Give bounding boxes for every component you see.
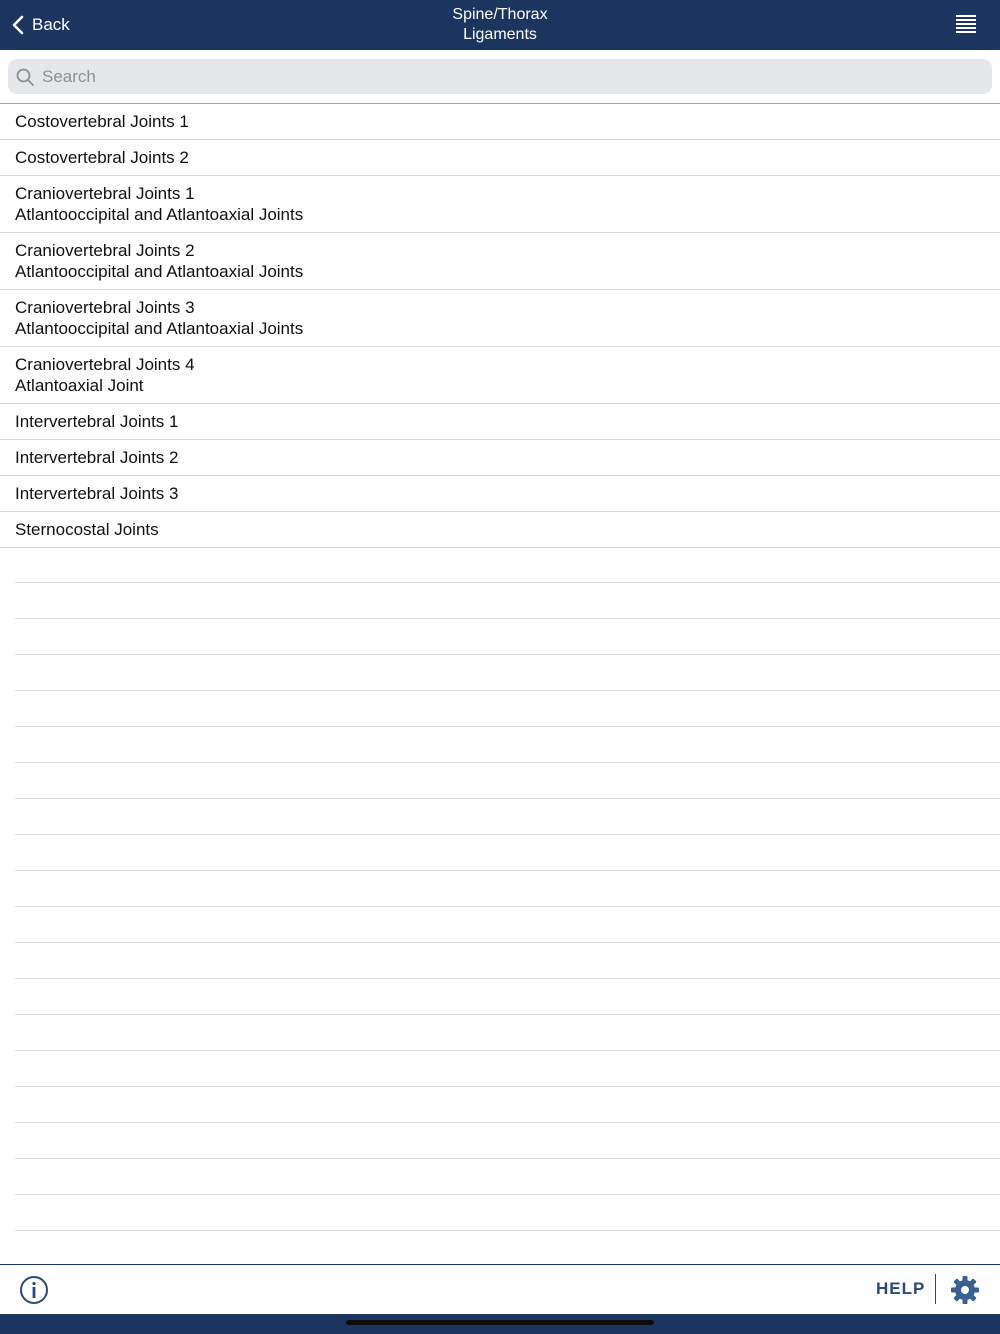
list-item-title: Craniovertebral Joints 2 <box>15 241 195 260</box>
list-icon <box>956 14 976 34</box>
empty-row-separator <box>15 1194 1000 1195</box>
help-button[interactable]: HELP <box>876 1279 926 1298</box>
list-menu-button[interactable] <box>956 14 976 34</box>
list-item[interactable] <box>0 140 1000 176</box>
list-item-title: Intervertebral Joints 3 <box>15 484 179 503</box>
list-item-title: Costovertebral Joints 1 <box>15 112 189 131</box>
list-item[interactable] <box>0 512 1000 548</box>
list-item[interactable] <box>0 176 1000 233</box>
list-item[interactable] <box>0 476 1000 512</box>
home-indicator-area <box>0 1314 1000 1334</box>
empty-row-separator <box>15 1050 1000 1051</box>
empty-row-separator <box>15 798 1000 799</box>
empty-row-separator <box>15 870 1000 871</box>
page-title-line2: Ligaments <box>463 26 537 43</box>
list-item-subtitle: Atlantooccipital and Atlantoaxial Joints <box>15 204 304 224</box>
list-item[interactable] <box>0 290 1000 347</box>
list-item-title: Sternocostal Joints <box>15 520 159 539</box>
list-item-subtitle: Atlantoaxial Joint <box>15 375 144 395</box>
empty-row-separator <box>15 906 1000 907</box>
empty-row-separator <box>15 690 1000 691</box>
list-item[interactable] <box>0 347 1000 404</box>
list-item-title: Craniovertebral Joints 3 <box>15 298 195 317</box>
list-item-title: Craniovertebral Joints 1 <box>15 184 195 203</box>
info-icon <box>19 1275 49 1305</box>
list-item-subtitle: Atlantooccipital and Atlantoaxial Joints <box>15 261 304 281</box>
list-item-subtitle: Atlantooccipital and Atlantoaxial Joints <box>15 318 304 338</box>
empty-row-separator <box>15 1014 1000 1015</box>
empty-row-separator <box>15 1230 1000 1231</box>
home-indicator[interactable] <box>346 1320 654 1325</box>
chevron-left-icon <box>12 15 24 35</box>
empty-rows <box>15 547 1000 1263</box>
info-button[interactable] <box>19 1275 49 1305</box>
settings-button[interactable] <box>950 1275 980 1305</box>
list-item-title: Costovertebral Joints 2 <box>15 148 189 167</box>
empty-row-separator <box>15 978 1000 979</box>
page-title-line1: Spine/Thorax <box>452 6 548 23</box>
empty-row-separator <box>15 834 1000 835</box>
empty-row-separator <box>15 942 1000 943</box>
back-label: Back <box>32 15 70 34</box>
navigation-bar <box>0 0 1000 50</box>
empty-row-separator <box>15 726 1000 727</box>
search-icon <box>16 68 34 86</box>
list-item-title: Intervertebral Joints 2 <box>15 448 179 467</box>
empty-row-separator <box>15 582 1000 583</box>
back-button[interactable] <box>12 10 70 40</box>
empty-row-separator <box>15 654 1000 655</box>
toolbar-divider <box>935 1274 936 1304</box>
empty-row-separator <box>15 1086 1000 1087</box>
empty-row-separator <box>15 1158 1000 1159</box>
list-item-title: Intervertebral Joints 1 <box>15 412 179 431</box>
list-item-title: Craniovertebral Joints 4 <box>15 355 195 374</box>
list-item[interactable] <box>0 104 1000 140</box>
bottom-toolbar <box>0 1264 1000 1314</box>
list-item[interactable] <box>0 233 1000 290</box>
empty-row-separator <box>15 1122 1000 1123</box>
page-title <box>300 5 700 45</box>
empty-row-separator <box>15 762 1000 763</box>
empty-row-separator <box>15 618 1000 619</box>
search-input[interactable] <box>42 67 982 87</box>
list-item[interactable] <box>0 440 1000 476</box>
gear-icon <box>950 1275 980 1305</box>
search-bar <box>0 50 1000 104</box>
list-item[interactable] <box>0 404 1000 440</box>
ligament-list <box>0 104 1000 548</box>
search-box[interactable] <box>8 59 992 94</box>
